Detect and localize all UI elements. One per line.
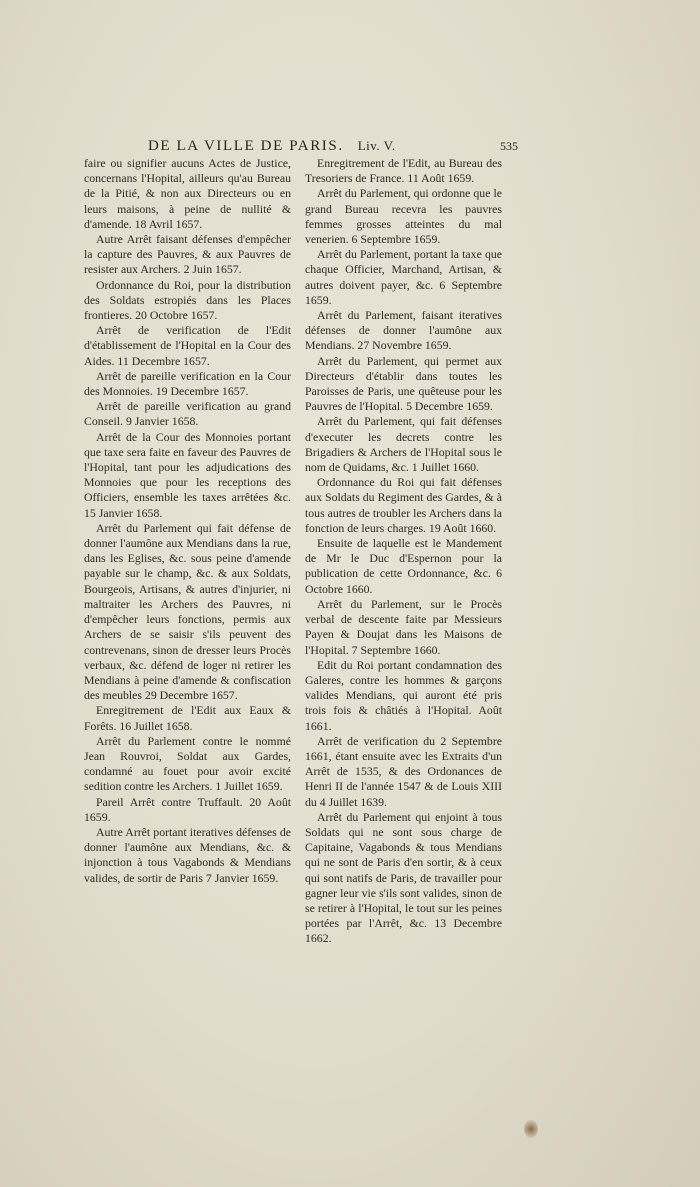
entry: Ordonnance du Roi, pour la distribution des Soldats estropiés dans les Places frontieres. 20 Octobre 1657. [84, 277, 291, 323]
entry: Arrêt de verification de l'Edit d'établissement de l'Hopital en la Cour des Aides. 11 Decembre 1657. [84, 323, 291, 368]
entry: Ensuite de laquelle est le Mandement de Mr le Duc d'Espernon pour la publication de cette Ordonnance, &c. 6 Octobre 1660. [305, 536, 502, 596]
entry: Ordonnance du Roi qui fait défenses aux Soldats du Regiment des Gardes, & à tous autres de troubler les Archers dans la fonction de leurs charges. 19 Août 1660. [305, 475, 502, 535]
entry: Arrêt du Parlement contre le nommé Jean Rouvroi, Soldat aux Gardes, condamné au fouet pour avoir excité sedition contre les Archers. 1 Juillet 1659. [84, 733, 291, 794]
running-head [148, 138, 518, 155]
entry: Autre Arrêt portant iteratives défenses de donner l'aumône aux Mendians, &c. & injonction à tous Vagabonds & Mendians valides, de sortir de Paris 7 Janvier 1659. [84, 824, 291, 885]
entry: Arrêt de verification du 2 Septembre 1661, étant ensuite avec les Extraits d'un Arrêt de 1535, & des Ordonances de Henri II de l'année 1547 & de Louis XIII du 4 Juillet 1639. [305, 733, 502, 809]
entry: Autre Arrêt faisant défenses d'empêcher la capture des Pauvres, & aux Pauvres de resister aux Archers. 2 Juin 1657. [84, 232, 291, 277]
entry: Arrêt du Parlement, sur le Procès verbal de descente faite par Messieurs Payen & Doujat dans les Maisons de l'Hopital. 7 Septembre 1660. [305, 596, 502, 657]
entry: Arrêt du Parlement, qui fait défenses d'executer les decrets contre les Brigadiers & Archers de l'Hopital sous le nom de Quidams, &c. 1 Juillet 1660. [305, 414, 502, 475]
entry: Arrêt de pareille verification au grand Conseil. 9 Janvier 1658. [84, 399, 291, 429]
entry: Enregitrement de l'Edit aux Eaux & Forêts. 16 Juillet 1658. [84, 703, 291, 733]
entry: Enregitrement de l'Edit, au Bureau des Tresoriers de France. 11 Août 1659. [305, 156, 502, 186]
paper-stain [524, 1120, 538, 1138]
entry: Edit du Roi portant condamnation des Galeres, contre les hommes & garçons valides Mendians, qui auront été pris trois fois & châtiés à l'Hopital. Août 1661. [305, 657, 502, 733]
running-head-livre: Liv. V. [357, 138, 396, 153]
entry: faire ou signifier aucuns Actes de Justice, concernans l'Hopital, ailleurs qu'au Bureau de la Pitié, & non aux Directeurs ou en leurs maisons, à peine de nullité & d'amende. 18 Avril 1657. [84, 156, 291, 231]
entry: Arrêt du Parlement, faisant iteratives défenses de donner l'aumône aux Mendians. 27 Novembre 1659. [305, 308, 502, 353]
entry: Pareil Arrêt contre Truffault. 20 Août 1659. [84, 794, 291, 824]
right-column [305, 156, 502, 947]
entry: Arrêt du Parlement, portant la taxe que chaque Officier, Marchand, Artisan, & autres doivent payer, &c. 6 Septembre 1659. [305, 247, 502, 307]
entry: Arrêt du Parlement, qui permet aux Directeurs d'établir dans toutes les Paroisses de Paris, une quêteuse pour les Pauvres de l'Hopital. 5 Decembre 1659. [305, 353, 502, 414]
entry: Arrêt du Parlement, qui ordonne que le grand Bureau recevra les pauvres femmes grosses atteintes du mal venerien. 6 Septembre 1659. [305, 186, 502, 247]
entry: Arrêt du Parlement qui fait défense de donner l'aumône aux Mendians dans la rue, dans les Eglises, &c. sous peine d'amende payable sur le champ, &c. & aux Soldats, Bourgeois, Artisans, & autres d'injurier, ni maltraiter les Archers des Pauvres, ni d'empêcher leurs fonctions, permis aux Archers de se saisir s'ils peuvent des contrevenans, sinon de dresser leurs Procès verbaux, &c. défend de loger ni retirer les Mendians à peine d'amende & confiscation des meubles 29 Decembre 1657. [84, 520, 291, 703]
running-head-title: DE LA VILLE DE PARIS. [148, 138, 344, 154]
page-number: 535 [500, 139, 518, 153]
left-column [84, 156, 291, 886]
entry: Arrêt de pareille verification en la Cour des Monnoies. 19 Decembre 1657. [84, 368, 291, 399]
entry: Arrêt de la Cour des Monnoies portant que taxe sera faite en faveur des Pauvres de l'Hopital, tant pour les adjudications des Monnoies que pour les receptions des Officiers, ensemble les taxes arrêtées &c. 15 Janvier 1658. [84, 429, 291, 520]
entry: Arrêt du Parlement qui enjoint à tous Soldats qui ne sont sous charge de Capitaine, Vagabonds & tous Mendians qui ne sont de Paris d'en sortir, & à ceux qui sont natifs de Paris, de travailler pour gagner leur vie s'ils sont valides, sinon de se retirer à l'Hopital, le tout sur les peines portées par l'Arrêt, &c. 13 Decembre 1662. [305, 809, 502, 946]
